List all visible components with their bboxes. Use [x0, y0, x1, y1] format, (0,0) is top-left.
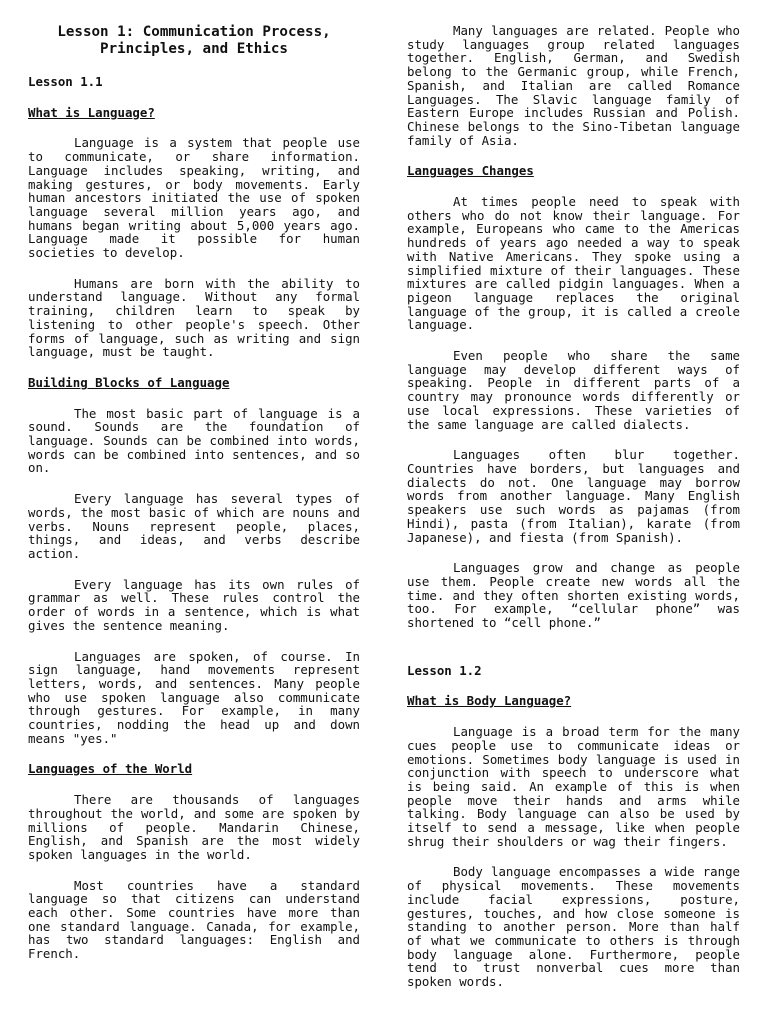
lesson-label-1-2: Lesson 1.2	[407, 662, 482, 678]
heading-what-is-body-language: What is Body Language?	[407, 693, 572, 709]
paragraph-language-system: Language is a system that people use to communicate, or share information. Language includes speaking, writing, and making gestures, or body movements. Early human ancestors initiated the use of spoken language several million years ago, and humans began writing about 5,000 years ago. Language made it possible for human societies to develop.	[28, 135, 360, 261]
paragraph-grow-and-change: Languages grow and change as people use them. People create new words all the time. and they often shorten existing words, too. For example, “cellular phone” was shortened to “cell phone.”	[407, 560, 740, 631]
paragraph-physical-movements: Body language encompasses a wide range of physical movements. These movements include facial expressions, posture, gestures, touches, and how close someone is standing to another person. More than half of what we communicate to others is through body language alone. Furthermore, people tend to trust nonverbal cues more than spoken words.	[407, 864, 740, 990]
paragraph-borrowed-words: Languages often blur together. Countries have borders, but languages and dialects do not. One language may borrow words from another language. Many English speakers use such words as pajamas (from Hindi), pasta (from Italian), karate (from Japanese), and fiesta (from Spanish).	[407, 447, 740, 545]
paragraph-body-language-cues: Language is a broad term for the many cues people use to communicate ideas or emotions. Sometimes body language is used in conjunction with speech to underscore what is being said. An example of this is when people move their hands and arms while talking. Body language can also be used by itself to send a message, like when people shrug their shoulders or wag their fingers.	[407, 724, 740, 849]
paragraph-born-with-ability: Humans are born with the ability to understand language. Without any formal training, children learn to speak by listening to other people's speech. Other forms of language, such as writing and sign language, must be taught.	[28, 275, 360, 360]
paragraph-grammar-rules: Every language has its own rules of grammar as well. These rules control the order of words in a sentence, which is what gives the sentence meaning.	[28, 576, 360, 633]
heading-languages-changes: Languages Changes	[407, 163, 534, 179]
paragraph-pidgin-creole: At times people need to speak with others who do not know their language. For example, Europeans who came to the Americas hundreds of years ago needed a way to speak with Native Americans. They spoke using a simplified mixture of their languages. These mixtures are called pidgin languages. When a pigeon language replaces the original language of the group, it is called a creole language.	[407, 194, 740, 333]
paragraph-related-languages: Many languages are related. People who study languages group related languages together. English, German, and Swedish belong to the Germanic group, while French, Spanish, and Italian are called Romance Languages. The Slavic language family of Eastern Europe includes Russian and Polish. Chinese belongs to the Sino-Tibetan language family of Asia.	[407, 23, 740, 148]
paragraph-standard-language: Most countries have a standard language so that citizens can understand each other. Some countries have more than one standard language. Canada, for example, has two standard languages: English and French.	[28, 877, 360, 962]
lesson-label-1-1: Lesson 1.1	[28, 74, 103, 89]
left-column	[28, 24, 360, 978]
heading-building-blocks: Building Blocks of Language	[28, 374, 230, 390]
paragraph-basic-sound: The most basic part of language is a sound. Sounds are the foundation of language. Sounds can be combined into words, words can be combined into sentences, and so on.	[28, 405, 360, 476]
paragraph-dialects: Even people who share the same language may develop different ways of speaking. People in different parts of a country may pronounce words differently or use local expressions. These varieties of the same language are called dialects.	[407, 348, 740, 432]
paragraph-types-of-words: Every language has several types of words, the most basic of which are nouns and verbs. Nouns represent people, places, things, and ideas, and verbs describe action.	[28, 491, 360, 561]
paragraph-sign-language: Languages are spoken, of course. In sign language, hand movements represent letters, words, and sentences. Many people who use spoken language also communicate through gestures. For example, in many countries, nodding the head up and down means "yes."	[28, 648, 360, 746]
paragraph-thousands-languages: There are thousands of languages throughout the world, and some are spoken by millions of people. Mandarin Chinese, English, and Spanish are the most widely spoken languages in the world.	[28, 792, 360, 862]
spacer	[407, 647, 740, 664]
right-column	[407, 24, 740, 1006]
document-title: Lesson 1: Communication Process, Principles, and Ethics	[57, 24, 331, 57]
heading-what-is-language: What is Language?	[28, 104, 155, 120]
heading-languages-of-world: Languages of the World	[28, 761, 193, 777]
